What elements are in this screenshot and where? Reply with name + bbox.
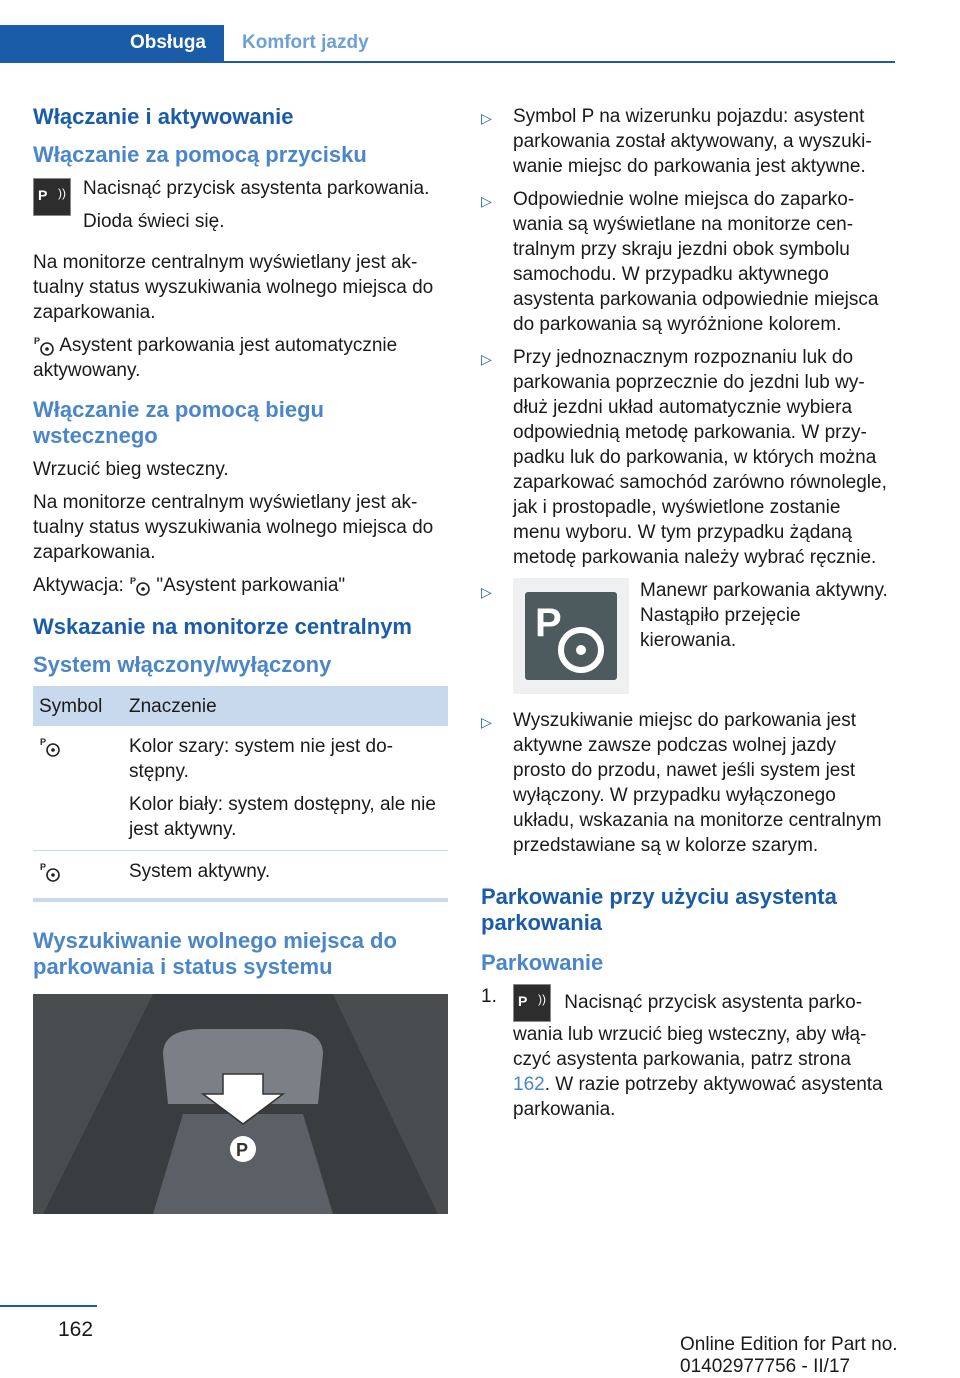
svg-text:P: P bbox=[34, 335, 41, 346]
list-item: ▷ Przy jednoznacznym rozpoznaniu luk do parkowania poprzecznie do jezdni lub wydłuż jezdni układ automatycznie wybiera odpowiednią metodę parkowania. W przypadku luk do parkowania, w których można zaparkować samochód zarówno równolegle, jak i prostopadle, wyświetlone zostanie menu wyboru. W tym przypadku żądaną metodę parkowania należy wybrać ręcznie. bbox=[481, 347, 887, 568]
list-item: ▷ Symbol P na wizerunku pojazdu: asystent parkowania został aktywowany, a wyszukiwanie miejsc do parkowania jest aktywne. bbox=[481, 106, 872, 177]
heading-display: Wskazanie na monitorze centralnym bbox=[33, 614, 412, 639]
step-1 bbox=[481, 984, 893, 1122]
row2-text: System aktywny. bbox=[129, 861, 271, 882]
heading-search: Wyszukiwanie wolnego miejsca do parkowania i status systemu bbox=[33, 928, 397, 979]
park-assist-grey-icon bbox=[39, 736, 61, 758]
activation-text: Aktywacja: P "Asystent parkowania" bbox=[33, 575, 346, 596]
button-row bbox=[33, 176, 448, 242]
tab-komfort-jazdy[interactable]: Komfort jazdy bbox=[242, 32, 369, 53]
button-text-1: Nacisnąć przycisk asystenta parkowania. bbox=[83, 178, 430, 199]
park-assist-active-icon bbox=[39, 861, 61, 883]
step-text-a: Nacisnąć przycisk asystenta parkowania lub wrzucić bieg wsteczny, aby włączyć asystenta parkowania, patrz strona bbox=[513, 992, 867, 1070]
triangle-icon: ▷ bbox=[481, 193, 492, 209]
table-end-rule bbox=[33, 898, 448, 902]
park-assist-icon bbox=[129, 575, 151, 597]
heading-system: System włączony/wyłączony bbox=[33, 652, 332, 677]
triangle-icon: ▷ bbox=[481, 110, 492, 126]
table-row bbox=[33, 851, 448, 893]
steering-takeover-icon bbox=[513, 578, 629, 694]
reverse-text-2: Na monitorze centralnym wyświetlany jest aktualny status wyszukiwania wolnego miejsca do zaparkowania. bbox=[33, 492, 434, 563]
auto-active-text: P Asystent parkowania jest automatycznie aktywowany. bbox=[33, 335, 398, 381]
list-item: ▷ Wyszukiwanie miejsc do parkowania jest aktywne zawsze podczas wolnej jazdy prosto do przodu, nawet jeśli system jest wyłączony. W przypadku wyłączonego układu, wskazania na monitorze centralnym przedstawiane są w kolorze szarym. bbox=[481, 710, 882, 856]
left-column bbox=[33, 104, 448, 1214]
park-assist-button-icon: P )) bbox=[33, 178, 71, 216]
triangle-icon: ▷ bbox=[481, 351, 492, 367]
row1-text-b: Kolor biały: system dostępny, ale nie jest aktywny. bbox=[129, 794, 436, 840]
col-symbol: Symbol bbox=[33, 686, 123, 726]
svg-text:P: P bbox=[40, 861, 47, 872]
park-assist-button-icon: P )) bbox=[513, 984, 551, 1022]
heading-park: Parkowanie bbox=[481, 950, 604, 975]
triangle-icon: ▷ bbox=[481, 584, 492, 600]
col-meaning: Znaczenie bbox=[123, 686, 448, 726]
reverse-text-1: Wrzucić bieg wsteczny. bbox=[33, 459, 229, 480]
step-text-b: . W razie potrzeby aktywować asystenta parkowania. bbox=[513, 1074, 883, 1120]
button-text-2: Dioda świeci się. bbox=[83, 211, 225, 232]
right-column bbox=[481, 104, 893, 1122]
monitor-text: Na monitorze centralnym wyświetlany jest aktualny status wyszukiwania wolnego miejsca do zaparkowania. bbox=[33, 252, 434, 323]
heading-enable: Włączanie i aktywowanie bbox=[33, 104, 294, 129]
list-item: ▷ P Manewr parkowania aktywny. Nastąpiło przejęcie kierowania. bbox=[481, 578, 893, 694]
page-link[interactable]: 162 bbox=[513, 1074, 545, 1095]
car-p-label: P bbox=[236, 1140, 249, 1160]
heading-button: Włączanie za pomocą przycisku bbox=[33, 142, 367, 167]
heading-reverse: Włączanie za pomocą biegu wstecznego bbox=[33, 397, 324, 448]
heading-parking: Parkowanie przy użyciu asystenta parkowania bbox=[481, 884, 837, 935]
step-number: 1. bbox=[481, 986, 497, 1007]
parking-display-image bbox=[33, 994, 448, 1214]
row1-text-a: Kolor szary: system nie jest dostępny. bbox=[129, 736, 393, 782]
header-tabs bbox=[0, 25, 895, 63]
edition-text: Online Edition for Part no. 01402977756 - II/17 bbox=[680, 1334, 898, 1377]
svg-text:P: P bbox=[40, 736, 47, 747]
table-row bbox=[33, 726, 448, 851]
symbol-table bbox=[33, 686, 448, 892]
park-assist-icon bbox=[33, 335, 55, 357]
svg-text:P: P bbox=[130, 575, 137, 586]
list-item: ▷ Odpowiednie wolne miejsca do zaparkowania są wyświetlane na monitorze centralnym przy skraju jezdni obok symbolu samochodu. W przypadku aktywnego asystenta parkowania odpowiednie miejsca do parkowania są wyróżnione kolorem. bbox=[481, 189, 879, 335]
tab-obsluga[interactable]: Obsługa bbox=[0, 25, 224, 61]
page-number: 162 bbox=[58, 1318, 94, 1341]
triangle-icon: ▷ bbox=[481, 714, 492, 730]
footer-rule bbox=[0, 1305, 97, 1307]
svg-text:P: P bbox=[535, 601, 562, 645]
